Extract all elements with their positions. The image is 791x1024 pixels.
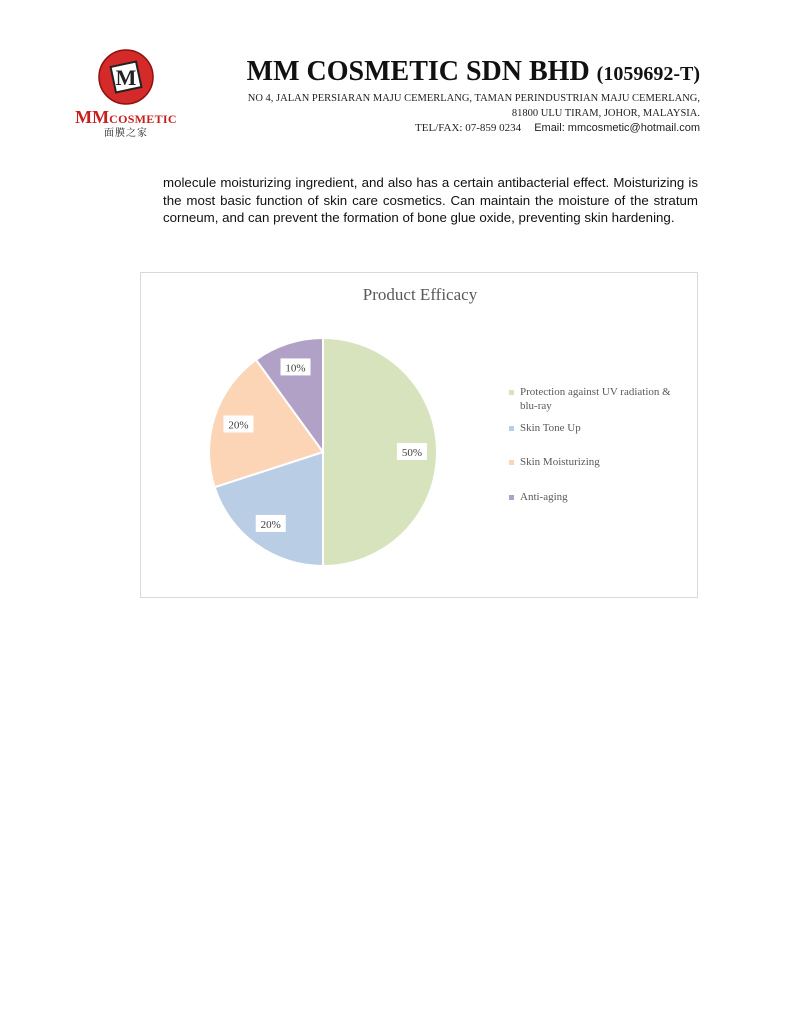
logo-brand-mm: MM (75, 107, 110, 127)
legend-swatch (509, 495, 514, 500)
company-name (200, 56, 700, 90)
data-label (223, 416, 253, 433)
legend-item (509, 490, 694, 504)
tel-fax: TEL/FAX: 07-859 0234 (415, 122, 522, 134)
email: Email: mmcosmetic@hotmail.com (534, 122, 700, 134)
logo-emblem-icon (97, 48, 155, 106)
logo-chinese-name: 面膜之家 (104, 128, 148, 139)
pie-chart (140, 272, 698, 598)
legend-item (509, 455, 694, 469)
contact-line (415, 122, 700, 134)
data-label (256, 515, 286, 532)
chart-title: Product Efficacy (362, 285, 478, 304)
body-paragraph: molecule moisturizing ingredient, and also has a certain antibacterial effect. Moisturizing is the most basic function of skin care cosmetics. Can maintain the moisture of the stratum corneum, and can prevent the formation of bone glue oxide, preventing skin hardening. (163, 175, 698, 225)
legend-label: Protection against UV radiation & blu-ray (520, 386, 671, 412)
data-label (397, 443, 427, 460)
legend-label: Skin Moisturizing (520, 456, 600, 468)
legend-item (509, 421, 694, 435)
legend-item (509, 385, 694, 413)
data-label-text: 20% (228, 419, 249, 432)
data-label-text: 20% (260, 518, 281, 531)
logo-letter: M (115, 65, 137, 90)
company-logo (70, 48, 182, 143)
data-label-text: 10% (285, 362, 306, 375)
legend-swatch (509, 426, 514, 431)
legend-swatch (509, 460, 514, 465)
company-name-text: MM COSMETIC SDN BHD (246, 56, 590, 87)
logo-brand (70, 108, 182, 128)
company-registration: (1059692-T) (596, 63, 700, 85)
legend-label: Skin Tone Up (520, 422, 581, 434)
legend-swatch (509, 390, 514, 395)
logo-brand-cosmetic: COSMETIC (109, 112, 177, 126)
address-line-1: NO 4, JALAN PERSIARAN MAJU CEMERLANG, TAMAN PERINDUSTRIAN MAJU CEMERLANG, (247, 93, 700, 104)
data-label-text: 50% (401, 447, 423, 459)
data-label (281, 358, 311, 375)
address-line-2: 81800 ULU TIRAM, JOHOR, MALAYSIA. (511, 108, 700, 119)
legend-label: Anti-aging (520, 491, 568, 503)
pie-chart-canvas (141, 273, 699, 599)
